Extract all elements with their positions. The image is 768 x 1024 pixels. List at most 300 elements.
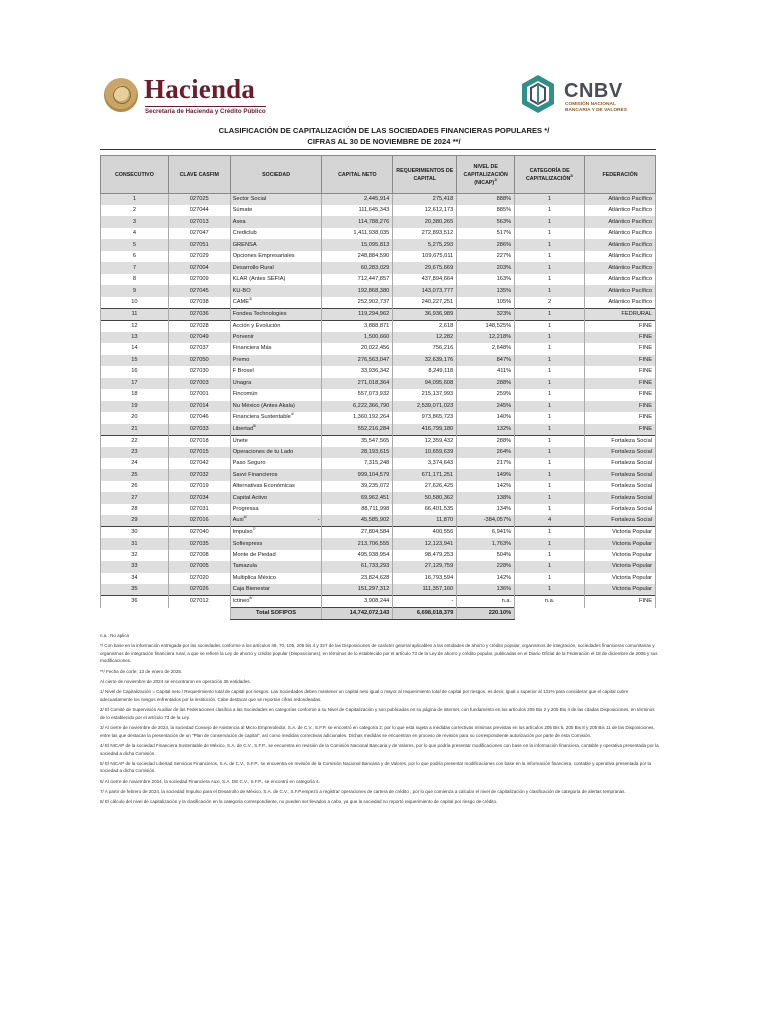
cell-sociedad: Impulso$^{7/}$ — [230, 527, 322, 539]
table-row — [101, 297, 656, 309]
cell-federacion: FINE — [585, 389, 656, 400]
footnote: n.a.: No aplica — [100, 633, 130, 638]
cell-clave: 027005 — [168, 561, 230, 572]
cell-federacion: FINE — [585, 596, 656, 608]
cell-categoria: 1 — [515, 424, 585, 436]
total-blank — [585, 608, 656, 620]
cell-categoria: 1 — [515, 262, 585, 273]
cell-federacion: Fortaleza Social — [585, 435, 656, 447]
cell-nicap: 142% — [457, 481, 515, 492]
cell-capital: 552,216,284 — [322, 424, 393, 436]
cell-requerimientos: 36,936,989 — [393, 308, 457, 320]
table-row — [101, 412, 656, 423]
cell-clave: 027051 — [168, 239, 230, 250]
cell-nicap: 105% — [457, 297, 515, 309]
cell-consecutivo: 10 — [101, 297, 169, 309]
cell-clave: 027009 — [168, 274, 230, 285]
table-row — [101, 378, 656, 389]
cell-categoria: 1 — [515, 538, 585, 549]
cell-capital: 151,297,312 — [322, 584, 393, 596]
cell-federacion: Atlántico Pacífico — [585, 297, 656, 309]
table-row — [101, 596, 656, 608]
cell-requerimientos: 11,870 — [393, 515, 457, 527]
cell-requerimientos: 10,659,639 — [393, 447, 457, 458]
cell-categoria: 1 — [515, 412, 585, 423]
cell-nicap: 163% — [457, 274, 515, 285]
cell-categoria: 1 — [515, 216, 585, 227]
table-row — [101, 550, 656, 561]
cell-nicap: 286% — [457, 239, 515, 250]
cell-clave: 027044 — [168, 205, 230, 216]
cell-requerimientos: - — [393, 596, 457, 608]
table-row — [101, 205, 656, 216]
cell-consecutivo: 28 — [101, 504, 169, 515]
cell-clave: 027047 — [168, 228, 230, 239]
cell-capital: 271,018,364 — [322, 378, 393, 389]
coat-of-arms-icon — [104, 78, 138, 112]
cell-sociedad: Sofiexpress — [230, 538, 322, 549]
cell-sociedad: Financiera Más — [230, 343, 322, 354]
table-row — [101, 561, 656, 572]
cell-nicap: 1,763% — [457, 538, 515, 549]
cell-sociedad: Porvenir — [230, 332, 322, 343]
cell-sociedad: Desarrollo Rural — [230, 262, 322, 273]
cell-sociedad: Nu México (Antes Akala) — [230, 401, 322, 412]
cell-requerimientos: 50,580,362 — [393, 492, 457, 503]
cell-federacion: FINE — [585, 378, 656, 389]
cell-requerimientos: 756,216 — [393, 343, 457, 354]
cell-clave: 027028 — [168, 320, 230, 332]
cell-clave: 027036 — [168, 308, 230, 320]
cell-capital: 114,788,276 — [322, 216, 393, 227]
cell-nicap: 228% — [457, 561, 515, 572]
table-row — [101, 332, 656, 343]
cell-federacion: FINE — [585, 320, 656, 332]
table-row — [101, 469, 656, 480]
footnote: */ Con base en la información entregada por las sociedades conforme a los artículos 48, 70, 105, 205 bis 4 y 327 de las Disposiciones de carácter general aplicables a las entidades de ahorro y crédito popular, organismos de integración, sociedades financieras comunitarias y organismos de integración financiera rural, a que se refiere la Ley de ahorro y crédito popular (Disposiciones), en términos de lo establecido por el artículo 73 de la Ley de ahorro y crédito popular, publicadas en el Diario Oficial de la Federación el 18 de diciembre de 2006 y sus modificaciones. — [100, 643, 658, 664]
cell-sociedad: Paso Seguro — [230, 458, 322, 469]
cell-nicap: 885% — [457, 205, 515, 216]
cell-capital: 1,360,192,264 — [322, 412, 393, 423]
table-body — [101, 194, 656, 620]
cell-consecutivo: 30 — [101, 527, 169, 539]
cell-categoria: 1 — [515, 239, 585, 250]
footnote: 3/ Al cierre de noviembre de 2024, la sociedad Consejo de Asistencia al Micro Emprendedor, S.A. de C.V., S.F.P. se encontró en categoría 2; por lo que está sujeta a medidas correctivas mínimas previstas en los artículos 205 Bis 5, 205 Bis 8 y 205 Bis 11 de las Disposiciones, entre las que destacan la presentación de un "Plan de conservación de capital", así como medidas correctivas adicionales. Dichas medidas se encuentran en proceso de revisión para su correspondiente autorización por parte de esta Comisión. — [100, 725, 655, 738]
cell-requerimientos: 12,282 — [393, 332, 457, 343]
cell-capital: 33,936,342 — [322, 366, 393, 377]
cell-categoria: 1 — [515, 332, 585, 343]
cell-clave: 027008 — [168, 550, 230, 561]
cell-capital: 1,500,660 — [322, 332, 393, 343]
cnbv-logo-name: CNBV — [564, 80, 623, 102]
cell-clave: 027032 — [168, 469, 230, 480]
cell-sociedad: GRENSA — [230, 239, 322, 250]
cell-requerimientos: 3,374,643 — [393, 458, 457, 469]
cell-federacion: Victoria Popular — [585, 550, 656, 561]
table-row — [101, 216, 656, 227]
cell-consecutivo: 11 — [101, 308, 169, 320]
cell-federacion: Atlántico Pacífico — [585, 274, 656, 285]
cell-sociedad: F Broxel — [230, 366, 322, 377]
cell-consecutivo: 9 — [101, 285, 169, 296]
cell-federacion: Fortaleza Social — [585, 458, 656, 469]
table-row — [101, 584, 656, 596]
cell-nicap: -384,057% — [457, 515, 515, 527]
cell-requerimientos: 16,793,594 — [393, 573, 457, 584]
cell-capital: 7,315,248 — [322, 458, 393, 469]
cell-capital: 27,804,584 — [322, 527, 393, 539]
footnote: 5/ El NICAP de la sociedad Libertad Servicios Financieros, S.A. de C.V., S.F.P., se encuentra en revisión de la Comisión Nacional Bancaria y de Valores, por lo que podría presentar modificaciones con base en la información financiera, contable y operativa presentada por la sociedad a dicha Comisión. — [100, 760, 652, 774]
table-row — [101, 481, 656, 492]
cell-categoria: 1 — [515, 366, 585, 377]
cell-nicap: 504% — [457, 550, 515, 561]
table-row — [101, 320, 656, 332]
cell-nicap: 2,648% — [457, 343, 515, 354]
table-row — [101, 424, 656, 436]
cell-requerimientos: 32,639,176 — [393, 355, 457, 366]
cell-federacion: Atlántico Pacífico — [585, 239, 656, 250]
cell-nicap: 142% — [457, 573, 515, 584]
cell-consecutivo: 31 — [101, 538, 169, 549]
title-divider — [100, 149, 656, 150]
cell-clave: 027045 — [168, 285, 230, 296]
cell-capital: 712,447,857 — [322, 274, 393, 285]
total-capital: 14,742,072,143 — [322, 608, 393, 620]
cell-consecutivo: 35 — [101, 584, 169, 596]
cell-clave: 027035 — [168, 538, 230, 549]
cell-nicap: 12,218% — [457, 332, 515, 343]
cell-federacion: FINE — [585, 332, 656, 343]
cell-categoria: 1 — [515, 573, 585, 584]
cell-categoria: 1 — [515, 435, 585, 447]
cell-categoria: 2 — [515, 297, 585, 309]
cell-sociedad: Premo — [230, 355, 322, 366]
cell-clave: 027013 — [168, 216, 230, 227]
cell-nicap: 563% — [457, 216, 515, 227]
cell-nicap: 264% — [457, 447, 515, 458]
hacienda-logo — [104, 76, 284, 116]
cell-consecutivo: 13 — [101, 332, 169, 343]
cell-federacion: FINE — [585, 366, 656, 377]
cell-sociedad: Tamazula — [230, 561, 322, 572]
column-header-nicap: NIVEL DE CAPITALIZACIÓN (NICAP)$^{1/}$ — [457, 156, 515, 194]
cell-consecutivo: 33 — [101, 561, 169, 572]
cell-federacion: Fortaleza Social — [585, 481, 656, 492]
cell-requerimientos: 94,095,608 — [393, 378, 457, 389]
cell-capital: 28,193,615 — [322, 447, 393, 458]
cell-nicap: 203% — [457, 262, 515, 273]
cell-requerimientos: 111,357,160 — [393, 584, 457, 596]
cell-consecutivo: 1 — [101, 194, 169, 206]
table-row — [101, 538, 656, 549]
column-header-categoria: CATEGORÍA DE $CAPITALIZACIÓN^{2/}$ — [515, 156, 585, 194]
cell-requerimientos: 12,123,941 — [393, 538, 457, 549]
cell-federacion: Atlántico Pacífico — [585, 285, 656, 296]
table-row — [101, 515, 656, 527]
cell-federacion: FINE — [585, 401, 656, 412]
cell-federacion: Victoria Popular — [585, 561, 656, 572]
cell-federacion: FEDRURAL — [585, 308, 656, 320]
table-row — [101, 504, 656, 515]
footnote: 6/ Al cierre de noviembre 2024, la sociedad Financiera Auxi, S.A. DE C.V., S.F.P., se encontró en categoría 4. — [100, 778, 320, 784]
footnotes — [100, 632, 660, 809]
column-header-capital: CAPITAL NETO — [322, 156, 393, 194]
cell-nicap: 136% — [457, 584, 515, 596]
cell-requerimientos: 12,612,173 — [393, 205, 457, 216]
cell-sociedad: Libertad$^{5/}$ — [230, 424, 322, 436]
table-row — [101, 239, 656, 250]
cell-clave: 027050 — [168, 355, 230, 366]
cell-sociedad: Alternativas Económicas — [230, 481, 322, 492]
cell-requerimientos: 973,865,723 — [393, 412, 457, 423]
cell-sociedad: $CAME^{3/}$ — [230, 297, 322, 309]
cell-clave: 027030 — [168, 366, 230, 377]
cell-capital: 3,908,244 — [322, 596, 393, 608]
cell-capital: 248,884,590 — [322, 251, 393, 262]
cell-requerimientos: 671,171,251 — [393, 469, 457, 480]
cell-categoria: 1 — [515, 527, 585, 539]
cell-requerimientos: 5,275,293 — [393, 239, 457, 250]
table-row — [101, 262, 656, 273]
cell-clave: 027012 — [168, 596, 230, 608]
cell-federacion: Victoria Popular — [585, 573, 656, 584]
cell-clave: 027004 — [168, 262, 230, 273]
cell-categoria: 1 — [515, 401, 585, 412]
cell-sociedad: Auxi$^{6/}$ - — [230, 515, 322, 527]
table-row — [101, 458, 656, 469]
cell-categoria: 1 — [515, 584, 585, 596]
cell-requerimientos: 66,401,535 — [393, 504, 457, 515]
cell-clave: 027020 — [168, 573, 230, 584]
cell-consecutivo: 36 — [101, 596, 169, 608]
cell-nicap: 134% — [457, 504, 515, 515]
cell-federacion: Fortaleza Social — [585, 515, 656, 527]
table-row — [101, 194, 656, 206]
cell-nicap: 227% — [457, 251, 515, 262]
cell-sociedad: Sector Social — [230, 194, 322, 206]
cell-consecutivo: 24 — [101, 458, 169, 469]
cell-requerimientos: 275,418 — [393, 194, 457, 206]
cell-consecutivo: 18 — [101, 389, 169, 400]
hacienda-logo-name: Hacienda — [144, 74, 256, 104]
cell-sociedad: KLAR (Antes SEFIA) — [230, 274, 322, 285]
footnote: 4/ El NICAP de la sociedad Financiera Sustentable de México, S.A. de C.V., S.F.P., se encuentra en revisión de la Comisión Nacional Bancaria y de Valores, por lo que podría presentar modificaciones con base en la información financiera, contable y operativa presentada por la sociedad a dicha Comisión. — [100, 742, 659, 756]
cell-requerimientos: 2,618 — [393, 320, 457, 332]
total-nicap: 220.10% — [457, 608, 515, 620]
table-row — [101, 447, 656, 458]
cell-requerimientos: 109,675,011 — [393, 251, 457, 262]
cell-categoria: 1 — [515, 504, 585, 515]
total-blank — [101, 608, 169, 620]
column-header-sociedad: SOCIEDAD — [230, 156, 322, 194]
cell-consecutivo: 14 — [101, 343, 169, 354]
cell-clave: 027019 — [168, 481, 230, 492]
cell-sociedad: Súmate — [230, 205, 322, 216]
total-label: Total SOFIPOS — [230, 608, 322, 620]
cell-clave: 027018 — [168, 435, 230, 447]
cell-sociedad: Fincomún — [230, 389, 322, 400]
cell-requerimientos: 29,675,669 — [393, 262, 457, 273]
cell-capital: 15,095,813 — [322, 239, 393, 250]
cell-sociedad: Monte de Piedad — [230, 550, 322, 561]
table-row — [101, 389, 656, 400]
cell-categoria: 4 — [515, 515, 585, 527]
cell-sociedad: Multiplica México — [230, 573, 322, 584]
cell-federacion: Atlántico Pacífico — [585, 194, 656, 206]
cell-nicap: 288% — [457, 378, 515, 389]
cell-sociedad: KU-BO — [230, 285, 322, 296]
cell-sociedad: Unagra — [230, 378, 322, 389]
cell-requerimientos: 27,129,759 — [393, 561, 457, 572]
cell-capital: 1,411,938,035 — [322, 228, 393, 239]
column-header-consecutivo: CONSECUTIVO — [101, 156, 169, 194]
cell-sociedad: Fondea Technologies — [230, 308, 322, 320]
cell-capital: 6,222,366,790 — [322, 401, 393, 412]
cell-sociedad: Operaciones de tu Lado — [230, 447, 322, 458]
cell-federacion: Victoria Popular — [585, 527, 656, 539]
cell-sociedad: Acción y Evolución — [230, 320, 322, 332]
cnbv-logo-subtitle: COMISIÓN NACIONAL BANCARIA Y DE VALORES — [565, 102, 627, 113]
cell-capital: 999,104,579 — [322, 469, 393, 480]
cell-nicap: 149% — [457, 469, 515, 480]
cell-clave: 027031 — [168, 504, 230, 515]
cell-sociedad: Ictineo$^{8/}$ — [230, 596, 322, 608]
cell-requerimientos: 20,380,265 — [393, 216, 457, 227]
cell-consecutivo: 20 — [101, 412, 169, 423]
document-subtitle: CIFRAS AL 30 DE NOVIEMBRE DE 2024 **/ — [307, 137, 461, 146]
cell-nicap: 217% — [457, 458, 515, 469]
cell-sociedad: Savvi Financieros — [230, 469, 322, 480]
cell-consecutivo: 19 — [101, 401, 169, 412]
cell-federacion: Fortaleza Social — [585, 469, 656, 480]
document-title: CLASIFICACIÓN DE CAPITALIZACIÓN DE LAS SOCIEDADES FINANCIERAS POPULARES */ — [218, 126, 550, 135]
table-total-row — [101, 608, 656, 620]
cell-capital: 2,445,914 — [322, 194, 393, 206]
cell-clave: 027034 — [168, 492, 230, 503]
footnote: Al cierre de noviembre de 2024 se encontraron en operación 36 entidades. — [100, 679, 251, 685]
cell-nicap: 148,525% — [457, 320, 515, 332]
cell-capital: 276,563,047 — [322, 355, 393, 366]
cell-nicap: 411% — [457, 366, 515, 377]
cell-capital: 20,022,456 — [322, 343, 393, 354]
cell-federacion: FINE — [585, 424, 656, 436]
cell-capital: 119,294,962 — [322, 308, 393, 320]
cell-federacion: Victoria Popular — [585, 538, 656, 549]
cell-categoria: 1 — [515, 458, 585, 469]
cell-consecutivo: 25 — [101, 469, 169, 480]
cell-categoria: 1 — [515, 228, 585, 239]
cell-federacion: FINE — [585, 355, 656, 366]
cell-consecutivo: 27 — [101, 492, 169, 503]
cell-clave: 027025 — [168, 194, 230, 206]
cell-federacion: FINE — [585, 343, 656, 354]
cell-capital: 45,585,902 — [322, 515, 393, 527]
cell-clave: 027049 — [168, 332, 230, 343]
footnote: 8/ El cálculo del nivel de capitalización y la clasificación en la categoría correspondiente, no pueden ser llevados a cabo, ya que la sociedad no reportó requerimiento de capital por riesgo de crédito. — [100, 799, 498, 805]
cell-categoria: 1 — [515, 274, 585, 285]
column-header-federacion: FEDERACIÓN — [585, 156, 656, 194]
cell-nicap: 288% — [457, 435, 515, 447]
cell-capital: 192,868,380 — [322, 285, 393, 296]
cell-categoria: 1 — [515, 561, 585, 572]
table-row — [101, 285, 656, 296]
cell-clave: 027003 — [168, 378, 230, 389]
cell-consecutivo: 12 — [101, 320, 169, 332]
cell-categoria: 1 — [515, 308, 585, 320]
cell-requerimientos: 437,894,664 — [393, 274, 457, 285]
cell-sociedad: Financiera Sustentable$^{4/}$ — [230, 412, 322, 423]
cell-clave: 027046 — [168, 412, 230, 423]
cell-capital: 61,733,293 — [322, 561, 393, 572]
table-row — [101, 527, 656, 539]
cell-consecutivo: 32 — [101, 550, 169, 561]
cell-capital: 39,235,072 — [322, 481, 393, 492]
cell-consecutivo: 7 — [101, 262, 169, 273]
table-row — [101, 228, 656, 239]
hacienda-logo-subtitle: Secretaría de Hacienda y Crédito Público — [145, 108, 266, 115]
cell-requerimientos: 27,626,425 — [393, 481, 457, 492]
cell-consecutivo: 5 — [101, 239, 169, 250]
cell-federacion: Atlántico Pacífico — [585, 205, 656, 216]
cell-capital: 60,283,029 — [322, 262, 393, 273]
cell-capital: 495,938,954 — [322, 550, 393, 561]
cell-categoria: 1 — [515, 285, 585, 296]
cell-capital: 3,888,871 — [322, 320, 393, 332]
cell-consecutivo: 6 — [101, 251, 169, 262]
cell-requerimientos: 215,137,993 — [393, 389, 457, 400]
table-row — [101, 251, 656, 262]
cell-categoria: 1 — [515, 492, 585, 503]
cell-categoria: 1 — [515, 389, 585, 400]
table-row — [101, 573, 656, 584]
cell-nicap: 6,941% — [457, 527, 515, 539]
cell-consecutivo: 8 — [101, 274, 169, 285]
total-requerimientos: 6,698,018,379 — [393, 608, 457, 620]
cnbv-logo — [520, 74, 650, 114]
cell-capital: 557,073,932 — [322, 389, 393, 400]
column-header-clave: CLAVE CASFIM — [168, 156, 230, 194]
table-row — [101, 308, 656, 320]
cell-requerimientos: 8,249,118 — [393, 366, 457, 377]
cell-nicap: 135% — [457, 285, 515, 296]
cell-consecutivo: 17 — [101, 378, 169, 389]
cell-requerimientos: 12,359,432 — [393, 435, 457, 447]
cell-clave: 027001 — [168, 389, 230, 400]
footnote: **/ Fecha de corte: 13 de enero de 2025. — [100, 668, 183, 674]
cell-consecutivo: 4 — [101, 228, 169, 239]
cell-requerimientos: 272,893,512 — [393, 228, 457, 239]
cell-consecutivo: 16 — [101, 366, 169, 377]
cell-consecutivo: 22 — [101, 435, 169, 447]
cell-consecutivo: 2 — [101, 205, 169, 216]
cell-categoria: 1 — [515, 481, 585, 492]
cell-clave: 027014 — [168, 401, 230, 412]
cnbv-emblem-icon — [520, 74, 556, 114]
cell-capital: 35,547,565 — [322, 435, 393, 447]
cell-consecutivo: 3 — [101, 216, 169, 227]
cell-categoria: 1 — [515, 251, 585, 262]
cell-federacion: Fortaleza Social — [585, 492, 656, 503]
cell-capital: 252,902,737 — [322, 297, 393, 309]
cell-nicap: 847% — [457, 355, 515, 366]
cell-categoria: 1 — [515, 343, 585, 354]
table-header-row — [101, 156, 656, 194]
table-row — [101, 492, 656, 503]
cell-clave: 027016 — [168, 515, 230, 527]
cell-federacion: Atlántico Pacífico — [585, 251, 656, 262]
table-row — [101, 343, 656, 354]
cell-clave: 027042 — [168, 458, 230, 469]
